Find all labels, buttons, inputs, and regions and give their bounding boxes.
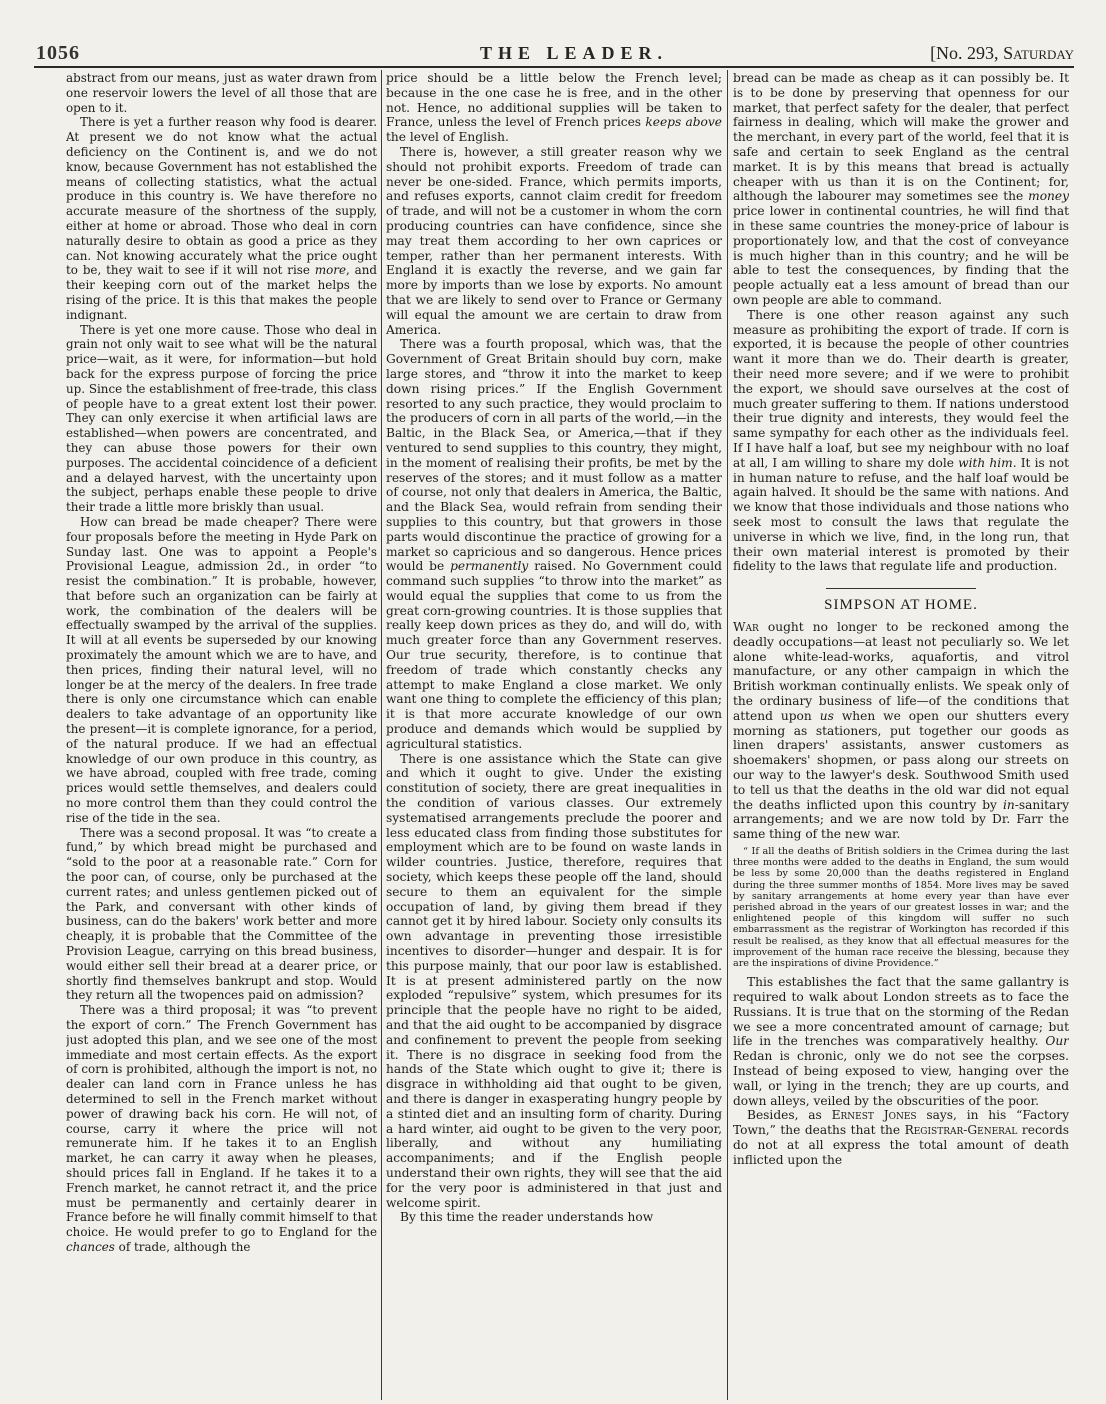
small-caps-text-run: Ernest Jones: [831, 1108, 917, 1123]
column-divider: [727, 70, 728, 1400]
article-paragraph: [733, 308, 1069, 574]
text-run: , and their keeping corn out of the market helps the rising of the price. It is this that makes the people indignant.: [66, 263, 377, 322]
text-run: “ If all the deaths of British soldiers in the Crimea during the last three months were added to the deaths in England, the sum would be less by some 20,000 than the deaths registered in England during the three summer months of 1854. More lives may be saved by sanitary arrangements at home every year than have ever perished abroad in the years of our greatest losses in war; and the enlightened people of this kingdom will suffer no such embarrassment as the registrar of Workington has recorded if this result be realised, as they know that all effectual measures for the improvement of the human race receive the blessing, because they are the inspirations of divine Providence.”: [733, 846, 1069, 970]
column-1: [66, 71, 377, 1400]
issue-info: [930, 43, 1074, 64]
newspaper-title: THE LEADER.: [479, 43, 669, 63]
column-3: [733, 71, 1069, 1400]
page-header: [34, 40, 1074, 68]
text-run: says, in his “Factory Town,” the deaths that the: [733, 1108, 1069, 1138]
text-run: There was a fourth proposal, which was, that the Government of Great Britain should buy corn, make large stores, and “throw it into the market to keep down rising prices.” If the English Government resorted to any such practice, they would proclaim to the producers of corn in all parts of the world,—in the Baltic, in the Black Sea, or America,—that if they ventured to send supplies to this country, they might, in the moment of realising their profits, be met by the reserves of the stores; and it must follow as a matter of course, not only that dealers in America, the Baltic, and the Black Sea, would refrain from sending their supplies to this country, but that growers in those parts would discontinue the practice of growing for a market so capricious and so dangerous. Hence prices would be: [386, 337, 722, 574]
small-caps-text-run: War: [733, 620, 759, 635]
text-run: when we open our shutters every morning as stationers, put together our goods as linen drapers' assistants, answer customers as shoemakers' shopmen, or pass along our streets on our way to the lawyer's desk. Southwood Smith used to tell us that the deaths in the old war did not equal the deaths inflicted upon this country by: [733, 708, 1069, 812]
section-heading: SIMPSON AT HOME.: [824, 597, 978, 614]
text-run: . It is not in human nature to refuse, and the half loaf would be again halved. It should be the same with nations. And we know that those individuals and those nations who seek most to consult the laws that regulate the universe in which we live, find, in the long run, that their own material interest is promoted by their fidelity to the laws that regulate life and production.: [733, 455, 1069, 574]
text-run: By this time the reader understands how: [400, 1210, 654, 1225]
column-1-text: [66, 71, 377, 1255]
text-run: raised. No Government could command such supplies “to throw into the market” as would equal the supplies that come to us from the great corn-growing countries. It is those supplies that really keep down prices as they do, and will do, with much greater force than any Government reserves. Our true security, therefore, is to continue that freedom of trade which constantly checks any attempt to make England a close market. We only want one thing to complete the efficiency of this plan; it is that more accurate knowledge of our own produce and demands which would be supplied by agricultural statistics.: [386, 559, 722, 751]
italic-text-run: chances: [66, 1239, 115, 1254]
article-paragraph: [733, 71, 1069, 308]
article-paragraph: [386, 752, 722, 1211]
text-run: There is yet a further reason why food is dearer. At present we do not know what the actual deficiency on the Continent is, and we do not know, because Government has not established the means of collecting statistics, what the actual produce in this country is. We have therefore no accurate measure of the shortness of the supply, either at home or abroad. Those who deal in corn naturally desire to obtain as good a price as they can. Not knowing accurately what the price ought to be, they wait to see if it will not rise: [66, 115, 377, 278]
text-run: This establishes the fact that the same gallantry is required to walk about London streets as to face the Russians. It is true that on the storming of the Redan we see a more concentrated amount of carnage; but life in the trenches was comparatively healthy.: [733, 975, 1069, 1049]
section-intro: [733, 620, 1069, 842]
article-paragraph: [386, 1210, 722, 1225]
text-run: abstract from our means, just as water drawn from one reservoir lowers the level of all those that are open to it.: [66, 71, 377, 115]
text-run: Besides, as: [747, 1108, 832, 1123]
article-paragraph: [66, 71, 377, 115]
column-divider: [381, 70, 382, 1400]
text-run: the level of English.: [386, 130, 509, 145]
article-paragraph: [733, 975, 1069, 1108]
column-2-text: [386, 71, 722, 1225]
article-paragraph: [66, 515, 377, 826]
italic-text-run: keeps above: [645, 115, 722, 130]
text-run: records do not at all express the total amount of death inflicted upon the: [733, 1123, 1069, 1167]
article-paragraph: [66, 1003, 377, 1255]
italic-text-run: us: [819, 708, 834, 723]
block-quote: [733, 846, 1069, 969]
italic-text-run: money: [1028, 189, 1069, 204]
issue-day: Saturday: [1003, 43, 1074, 63]
text-run: price should be a little below the French level; because in the one case he is free, and in the other not. Hence, no additional supplies will be taken to France, unless the level of French prices: [386, 71, 722, 130]
italic-text-run: Our: [1045, 1034, 1069, 1049]
text-run: Redan is chronic, only we do not see the corpses. Instead of being exposed to view, hanging over the wall, or lying in the trench; they are up courts, and down alleys, veiled by the obscurities of the poor.: [733, 1049, 1069, 1108]
issue-number: [No. 293,: [930, 43, 999, 63]
text-run: There was a second proposal. It was “to create a fund,” by which bread might be purchased and “sold to the poor at a reasonable rate.” Corn for the poor can, of course, only be purchased at the current rates; and unless gentlemen picked out of the Park, and conversant with other kinds of business, can do the bakers' work better and more cheaply, it is probable that the Committee of the Provision League, carrying on this bread business, would either sell their bread at a dearer price, or shortly find themselves bankrupt and stop. Would they return all the twopences paid on admission?: [66, 825, 377, 1003]
article-paragraph: [733, 1108, 1069, 1167]
text-run: price lower in continental countries, he will find that in these same countries the money-price of labour is proportionately low, and that the cost of conveyance is much higher than in this country; and he will be able to test the consequences, by finding that the people actually eat a less amount of bread than our own people are able to command.: [733, 204, 1069, 307]
italic-text-run: permanently: [450, 559, 529, 574]
article-paragraph: [386, 337, 722, 751]
text-run: ought no longer to be reckoned among the deadly occupations—at least not peculiarly so. We let alone white-lead-works, aquafortis, and vitrol manufacture, or any other campaign in which the British workman continually enlists. We speak only of the ordinary business of life—of the conditions that attend upon: [733, 620, 1069, 723]
article-paragraph: [66, 826, 377, 1004]
article-paragraph: [733, 620, 1069, 842]
section-divider: [826, 588, 976, 589]
text-run: How can bread be made cheaper? There were four proposals before the meeting in Hyde Park on Sunday last. One was to appoint a People's Provisional League, admission 2d., in order “to resist the combination.” It is probable, however, that before such an organization can be fairly at work, the combination of the dealers will be effectually swamped by the arrival of the supplies. It will at all events be superseded by our knowing proximately the amount which we are to have, and then prices, finding their natural level, will no longer be at the mercy of the dealers. In free trade there is only one circumstance which can enable dealers to take advantage of an opportunity like the present—it is complete ignorance, for a period, of the natural produce. If we had an effectual knowledge of our own produce in this country, as we have abroad, coupled with free trade, coming prices would settle themselves, and dealers could no more control them than they could control the rise of the tide in the sea.: [66, 514, 377, 825]
text-run: There is one other reason against any such measure as prohibiting the export of trade. If corn is exported, it is because the people of other countries want it more than we do. Their dearth is greater, their need more severe; and if we were to prohibit the export, we should save ourselves at the cost of much greater suffering to them. If nations understood their true dignity and interests, they would feel the same sympathy for each other as the individuals feel. If I have half a loaf, but see my neighbour with no loaf at all, I am willing to share my dole: [733, 307, 1069, 470]
text-run: bread can be made as cheap as it can possibly be. It is to be done by preserving that openness for our market, that perfect safety for the dealer, that perfect fairness in dealing, which will make the grower and the merchant, in every part of the world, feel that it is safe and certain to seek England as the central market. It is by this means that bread is actually cheaper with us than it is on the Continent; for, although the labourer may sometimes see the: [733, 71, 1069, 204]
article-paragraph: [386, 71, 722, 145]
column-2: [386, 71, 722, 1400]
text-run: There is one assistance which the State can give and which it ought to give. Under the existing constitution of society, there are great inequalities in the condition of various classes. Our extremely systematised arrangements preclude the poorer and less educated class from finding those substitutes for employment which are to be found on waste lands in wilder countries. Justice, therefore, requires that society, which keeps these people off the land, should secure to them an equivalent for the simple occupation of land, by giving them bread if they cannot get it by hired labour. Society only consults its own advantage in preventing those irresistible incentives to disorder—hunger and despair. It is for this purpose mainly, that our poor law is established. It is at present administered partly on the now exploded “repulsive” system, which presumes for its principle that the people have no right to be aided, and that the aid ought to be accompanied by disgrace and confinement to prevent the people from seeking it. There is no disgrace in seeking food from the hands of the State which ought to give it; there is disgrace in withholding aid that ought to be given, and there is danger in exasperating hungry people by a stinted diet and an insulting form of charity. During a hard winter, aid ought to be given to the very poor, liberally, and without any humiliating accompaniments; and if the English people understand their own rights, they will see that the aid for the very poor is administered in that just and welcome spirit.: [386, 751, 722, 1210]
text-run: There was a third proposal; it was “to prevent the export of corn.” The French Government has just adopted this plan, and we see one of the most immediate and most certain effects. As the export of corn is prohibited, although the import is not, no dealer can land corn in France unless he has determined to sell in the French market without power of drawing back his corn. He will not, of course, carry it where the price will not remunerate him. If he takes it to an English market, he can carry it away when he pleases, should prices fall in England. If he takes it to a French market, he cannot retract it, and the price must be permanently and certainly dearer in France before he will finally commit himself to that choice. He would prefer to go to England for the: [66, 1003, 377, 1240]
italic-text-run: with him: [958, 455, 1013, 470]
small-caps-text-run: Registrar-General: [904, 1123, 1018, 1138]
text-run: There is, however, a still greater reason why we should not prohibit exports. Freedom of trade can never be one-sided. France, which permits imports, and refuses exports, cannot claim credit for freedom of trade, and will not be a customer in whom the corn producing countries can have confidence, since she may treat them according to her own caprices or temper, rather than her permanent interests. With England it is exactly the reverse, and we gain far more by imports than we lose by exports. No amount that we are likely to send over to France or Germany will equal the amount we are certain to draw from America.: [386, 144, 722, 337]
text-run: of trade, although the: [114, 1239, 251, 1254]
article-paragraph: [386, 145, 722, 337]
page-number: 1056: [36, 42, 80, 64]
text-run: -sanitary arrangements; and we are now told by Dr. Farr the same thing of the new war.: [733, 797, 1069, 842]
italic-text-run: in: [1002, 797, 1015, 812]
italic-text-run: more: [314, 263, 346, 278]
text-run: There is yet one more cause. Those who deal in grain not only wait to see what will be the natural price—wait, as it were, for information—but hold back for the express purpose of forcing the price up. Since the establishment of free-trade, this class of people have to a great extent lost their power. They can only exercise it when artificial laws are established—when powers are concentrated, and they can abuse those powers for their own purposes. The accidental coincidence of a deficient and a delayed harvest, with the uncertainty upon the subject, perhaps enable these people to drive their trade a little more briskly than usual.: [66, 322, 377, 515]
column-3-text: [733, 71, 1069, 574]
article-paragraph: [66, 323, 377, 515]
article-paragraph: [66, 115, 377, 322]
article-paragraph: [733, 846, 1069, 969]
section-body: [733, 975, 1069, 1167]
